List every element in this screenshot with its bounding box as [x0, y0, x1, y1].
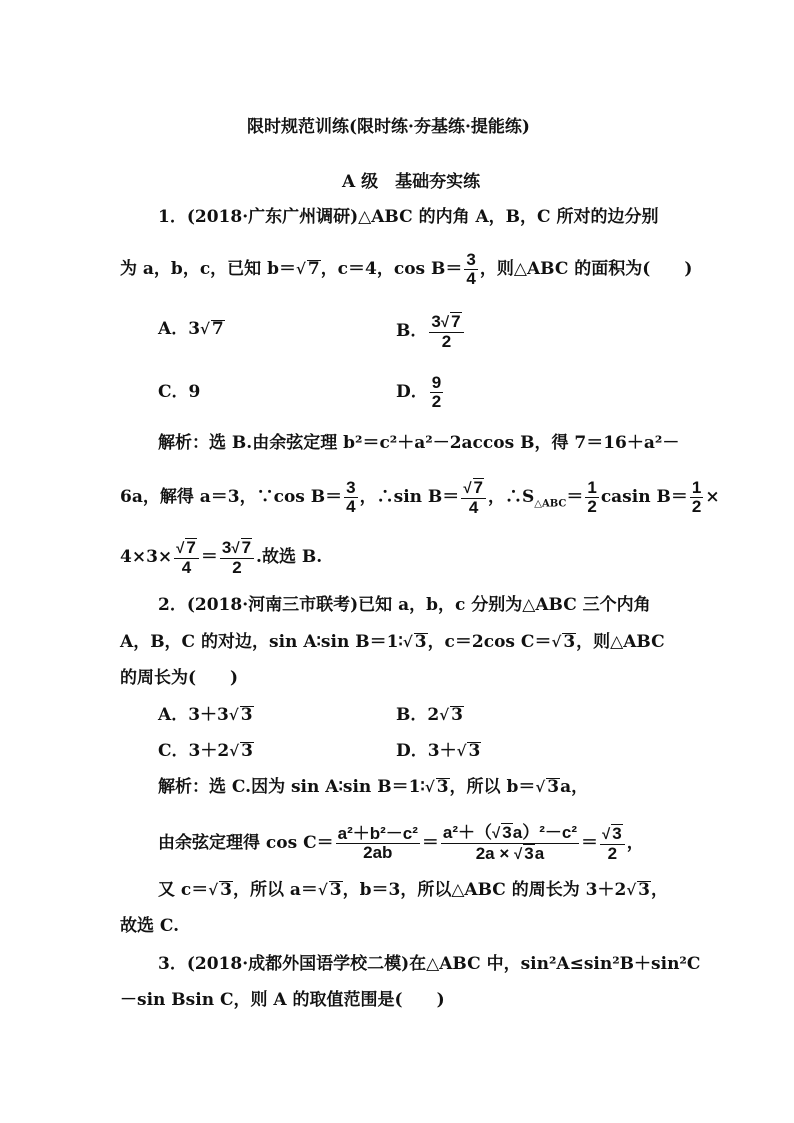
- q2-line-1: 2．(2018·河南三市联考)已知 a，b，c 分别为△ABC 三个内角: [158, 595, 651, 615]
- q2-solution-line-1: 解析：选 C.因为 sin A∶sin B＝1∶√ 3，所以 b＝√ 3a，: [158, 777, 589, 797]
- q1-solution-line-2: 6a，解得 a＝3，∵cos B＝ $\frac{3}{4}$ ，∴sin B＝ $\frac{√ 7}{4}$ ，$\therefore S_{\triangle ABC}=$ $\frac{1}{2}$ casin B＝ $\frac{1}{2}$ ×: [120, 478, 720, 517]
- q2-option-d: D．3＋√ 3: [396, 741, 481, 761]
- q1-option-c: C．9: [158, 382, 201, 402]
- q1-line-2: 为 a，b，c，已知 b＝√ 7，c＝4，cos B＝ $\frac{3}{4}$ ，则△ABC 的面积为( ): [120, 250, 693, 288]
- q1-line-1: 1．(2018·广东广州调研)△ABC 的内角 A，B，C 所对的边分别: [158, 207, 659, 227]
- q2-line-2: A，B，C 的对边，sin A∶sin B＝1∶√ 3，c＝2cos C＝√ 3，则△ABC: [120, 632, 665, 652]
- q2-line-3: 的周长为( ): [120, 668, 239, 688]
- solution-label: 解析: [158, 433, 192, 453]
- q1-option-d: D． $\frac{9}{2}$: [396, 373, 442, 411]
- solution-label: 解析: [158, 777, 192, 797]
- q2-option-a: A．3＋3√ 3: [158, 705, 253, 725]
- q3-line-1: 3．(2018·成都外国语学校二模)在△ABC 中，sin²A≤sin²B＋sin²C: [158, 954, 701, 974]
- q1-solution-line-1: 解析：选 B.由余弦定理 b²＝c²＋a²－2accos B，得 7＝16＋a²－: [158, 433, 680, 453]
- q2-solution-line-4: 故选 C.: [120, 916, 180, 936]
- q3-line-2: －sin Bsin C，则 A 的取值范围是( ): [120, 990, 445, 1010]
- q2-option-b: B．2√ 3: [396, 705, 463, 725]
- q1-solution-line-3: 4×3× $\frac{√ 7}{4}$ ＝ $\frac{3√ 7}{2}$ .故选 B.: [120, 538, 323, 577]
- q1-fraction: $\frac{3}{4}$: [466, 250, 476, 288]
- q2-solution-line-2: 由余弦定理得 cos C＝ $\frac{\text{a²＋b²－c²}}{2ab}$ ＝ $\frac{\text{a²＋（√ 3a）²－c²}}{2a \times √ 3a}$ ＝ $\frac{√ 3}{2}$ ，: [158, 823, 644, 863]
- q1-option-b: B． $\frac{3√ 7}{2}$: [396, 312, 794, 351]
- section-level: A 级 基础夯实练: [342, 172, 481, 192]
- q2-solution-line-3: 又 c＝√ 3，所以 a＝√ 3，b＝3，所以△ABC 的周长为 3＋2√ 3，: [158, 880, 669, 900]
- page-title: 限时规范训练(限时练·夯基练·提能练): [247, 117, 530, 137]
- q2-option-c: C．3＋2√ 3: [158, 741, 253, 761]
- q1-option-a: A．3√ 7: [158, 319, 224, 339]
